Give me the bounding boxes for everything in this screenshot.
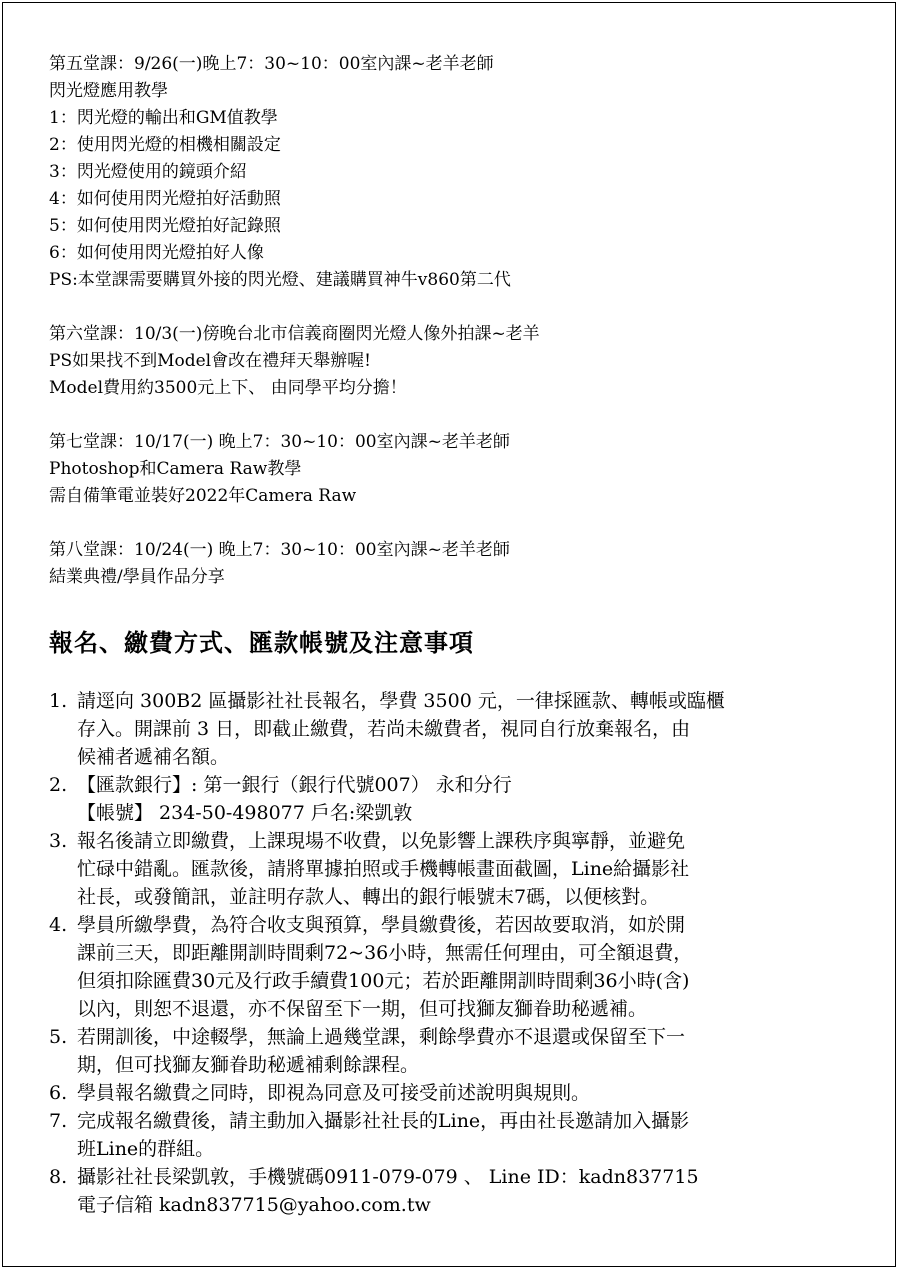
note-number: 4. xyxy=(49,914,68,936)
note-number: 8. xyxy=(49,1166,68,1188)
note-line: 忙碌中錯亂。匯款後，請將單據拍照或手機轉帳畫面截圖，Line給攝影社 xyxy=(77,858,690,880)
note-line: 學員報名繳費之同時，即視為同意及可接受前述說明與規則。 xyxy=(77,1082,591,1104)
note-line: 候補者遞補名額。 xyxy=(77,746,230,768)
note-line: 報名後請立即繳費，上課現場不收費，以免影響上課秩序與寧靜，並避免 xyxy=(77,830,686,852)
note-line: 攝影社社長梁凱敦，手機號碼0911-079-079 、 Line ID：kadn837715 xyxy=(77,1166,699,1188)
registration-notes xyxy=(49,687,869,1219)
note-body xyxy=(77,1079,590,1107)
note-line: 存入。開課前 3 日，即截止繳費，若尚未繳費者，視同自行放棄報名，由 xyxy=(77,718,691,740)
note-number: 3. xyxy=(49,830,68,852)
note-line: 電子信箱 kadn837715@yahoo.com.tw xyxy=(77,1194,431,1216)
note-item-2 xyxy=(49,771,869,827)
note-item-7 xyxy=(49,1107,869,1163)
note-line: 完成報名繳費後，請主動加入攝影社社長的Line，再由社長邀請加入攝影 xyxy=(77,1110,690,1132)
note-line: 請逕向 300B2 區攝影社社長報名，學費 3500 元，一律採匯款、轉帳或臨櫃 xyxy=(77,690,725,712)
course-block-5 xyxy=(49,51,869,294)
note-body xyxy=(77,911,692,1023)
note-item-3 xyxy=(49,827,869,911)
note-line: 班Line的群組。 xyxy=(77,1138,215,1160)
section-heading: 報名、繳費方式、匯款帳號及注意事項 xyxy=(49,628,474,657)
course-line: 需自備筆電並裝好2022年Camera Raw xyxy=(49,486,357,506)
course-schedule xyxy=(49,51,869,618)
course-line: 6：如何使用閃光燈拍好人像 xyxy=(49,243,264,263)
note-body xyxy=(77,687,725,771)
note-body xyxy=(77,771,512,827)
course-block-7 xyxy=(49,429,869,510)
course-line: Photoshop和Camera Raw教學 xyxy=(49,459,302,479)
course-block-8 xyxy=(49,537,869,591)
note-body xyxy=(77,1023,685,1079)
note-item-5 xyxy=(49,1023,869,1079)
course-line: 5：如何使用閃光燈拍好記錄照 xyxy=(49,216,281,236)
course-line: 第八堂課：10/24(一) 晚上7：30~10：00室內課~老羊老師 xyxy=(49,540,510,560)
note-line: 但須扣除匯費30元及行政手續費100元；若於距離開訓時間剩36小時(含) xyxy=(77,970,690,992)
note-item-8 xyxy=(49,1163,869,1219)
course-line: 1：閃光燈的輸出和GM值教學 xyxy=(49,108,278,128)
course-line: 結業典禮/學員作品分享 xyxy=(49,567,225,587)
course-line: PS:本堂課需要購買外接的閃光燈、建議購買神牛v860第二代 xyxy=(49,270,511,290)
note-number: 2. xyxy=(49,774,68,796)
note-line: 期，但可找獅友獅眷助秘遞補剩餘課程。 xyxy=(77,1054,420,1076)
course-line: 4：如何使用閃光燈拍好活動照 xyxy=(49,189,281,209)
course-line: 第五堂課：9/26(一)晚上7：30~10：00室內課~老羊老師 xyxy=(49,54,494,74)
note-body xyxy=(77,827,689,911)
course-line: 3：閃光燈使用的鏡頭介紹 xyxy=(49,162,247,182)
document-page xyxy=(2,2,896,1267)
note-body xyxy=(77,1163,699,1219)
note-body xyxy=(77,1107,689,1163)
course-line: 第七堂課：10/17(一) 晚上7：30~10：00室內課~老羊老師 xyxy=(49,432,510,452)
note-number: 7. xyxy=(49,1110,68,1132)
note-number: 1. xyxy=(49,690,68,712)
note-number: 5. xyxy=(49,1026,68,1048)
course-line: 2：使用閃光燈的相機相關設定 xyxy=(49,135,281,155)
note-number: 6. xyxy=(49,1082,68,1104)
course-line: PS如果找不到Model會改在禮拜天舉辦喔! xyxy=(49,351,371,371)
note-line: 社長，或發簡訊，並註明存款人、轉出的銀行帳號末7碼，以便核對。 xyxy=(77,886,660,908)
note-item-4 xyxy=(49,911,869,1023)
course-line: 閃光燈應用教學 xyxy=(49,81,168,101)
note-item-1 xyxy=(49,687,869,771)
note-line: 課前三天，即距離開訓時間剩72~36小時，無需任何理由，可全額退費， xyxy=(77,942,693,964)
course-line: 第六堂課：10/3(一)傍晚台北市信義商圈閃光燈人像外拍課~老羊 xyxy=(49,324,540,344)
note-line: 以內，則恕不退還，亦不保留至下一期，但可找獅友獅眷助秘遞補。 xyxy=(77,998,648,1020)
course-line: Model費用約3500元上下、 由同學平均分擔！ xyxy=(49,378,407,398)
note-line: 【帳號】 234-50-498077 戶名:梁凱敦 xyxy=(77,802,413,824)
note-line: 【匯款銀行】: 第一銀行（銀行代號007） 永和分行 xyxy=(77,774,512,796)
note-line: 學員所繳學費，為符合收支與預算，學員繳費後，若因故要取消，如於開 xyxy=(77,914,686,936)
note-line: 若開訓後，中途輟學，無論上過幾堂課，剩餘學費亦不退還或保留至下一 xyxy=(77,1026,686,1048)
course-block-6 xyxy=(49,321,869,402)
note-item-6 xyxy=(49,1079,869,1107)
